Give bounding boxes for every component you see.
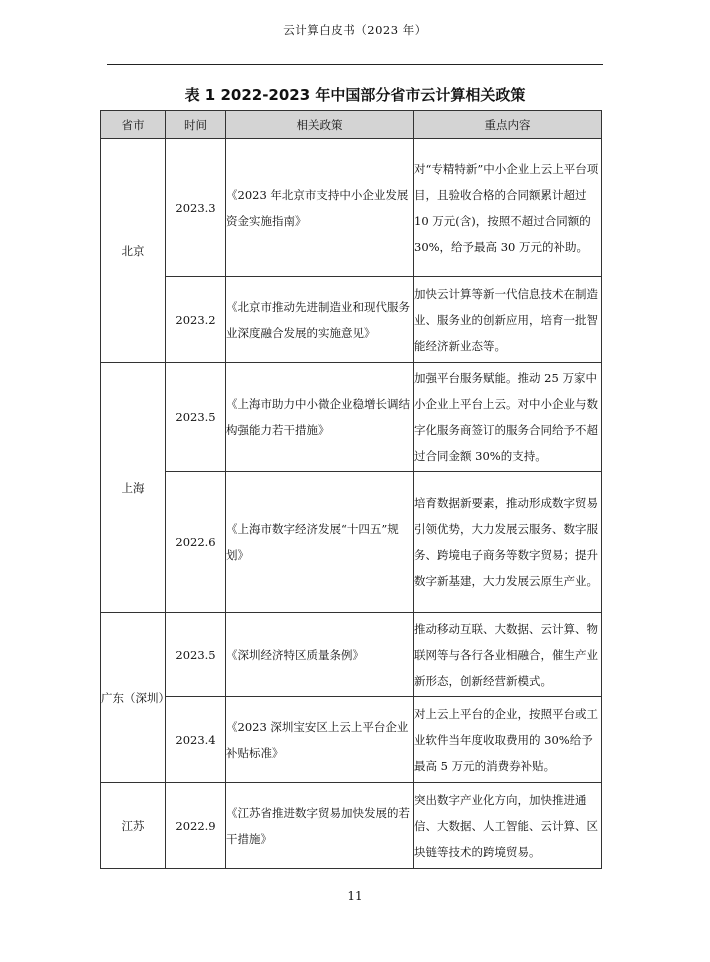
table-row <box>101 613 602 697</box>
province-cell: 广东（深圳） <box>101 613 166 783</box>
column-header-key-content: 重点内容 <box>414 111 602 139</box>
table-caption: 表 1 2022-2023 年中国部分省市云计算相关政策 <box>184 86 526 104</box>
key-content-cell: 推动移动互联、大数据、云计算、物联网等与各行各业相融合，催生产业新形态，创新经营新模式。 <box>414 613 602 697</box>
province-cell: 江苏 <box>101 783 166 869</box>
policy-cell: 《上海市助力中小微企业稳增长调结构强能力若干措施》 <box>226 363 414 472</box>
time-cell: 2023.3 <box>166 139 226 277</box>
policy-cell: 《2023 深圳宝安区上云上平台企业补贴标准》 <box>226 697 414 783</box>
key-content-cell: 加强平台服务赋能。推动 25 万家中小企业上平台上云。对中小企业与数字化服务商签订的服务合同给予不超过合同金额 30%的支持。 <box>414 363 602 472</box>
policy-cell: 《北京市推动先进制造业和现代服务业深度融合发展的实施意见》 <box>226 277 414 363</box>
policy-cell: 《深圳经济特区质量条例》 <box>226 613 414 697</box>
table-row <box>101 139 602 277</box>
policy-table <box>100 110 602 869</box>
table-row <box>101 472 602 613</box>
key-content-cell: 突出数字产业化方向，加快推进通信、大数据、人工智能、云计算、区块链等技术的跨境贸易。 <box>414 783 602 869</box>
table-row <box>101 363 602 472</box>
key-content-cell: 对上云上平台的企业，按照平台或工业软件当年度收取费用的 30%给予最高 5 万元的消费券补贴。 <box>414 697 602 783</box>
column-header-province: 省市 <box>101 111 166 139</box>
key-content-cell: 加快云计算等新一代信息技术在制造业、服务业的创新应用，培育一批智能经济新业态等。 <box>414 277 602 363</box>
time-cell: 2022.6 <box>166 472 226 613</box>
policy-cell: 《2023 年北京市支持中小企业发展资金实施指南》 <box>226 139 414 277</box>
key-content-cell: 培育数据新要素，推动形成数字贸易引领优势，大力发展云服务、数字服务、跨境电子商务等数字贸易；提升数字新基建，大力发展云原生产业。 <box>414 472 602 613</box>
province-cell: 上海 <box>101 363 166 613</box>
time-cell: 2022.9 <box>166 783 226 869</box>
province-cell: 北京 <box>101 139 166 363</box>
table-header-row <box>101 111 602 139</box>
key-content-cell: 对“专精特新”中小企业上云上平台项目，且验收合格的合同额累计超过 10 万元(含)，按照不超过合同额的 30%，给予最高 30 万元的补助。 <box>414 139 602 277</box>
policy-cell: 《上海市数字经济发展“十四五”规划》 <box>226 472 414 613</box>
table-row <box>101 783 602 869</box>
page-number: 11 <box>347 889 363 903</box>
time-cell: 2023.5 <box>166 613 226 697</box>
time-cell: 2023.2 <box>166 277 226 363</box>
policy-cell: 《江苏省推进数字贸易加快发展的若干措施》 <box>226 783 414 869</box>
time-cell: 2023.4 <box>166 697 226 783</box>
table-row <box>101 697 602 783</box>
column-header-policy: 相关政策 <box>226 111 414 139</box>
time-cell: 2023.5 <box>166 363 226 472</box>
column-header-time: 时间 <box>166 111 226 139</box>
header-rule <box>107 64 603 65</box>
table-row <box>101 277 602 363</box>
running-header: 云计算白皮书（2023 年） <box>283 23 427 37</box>
